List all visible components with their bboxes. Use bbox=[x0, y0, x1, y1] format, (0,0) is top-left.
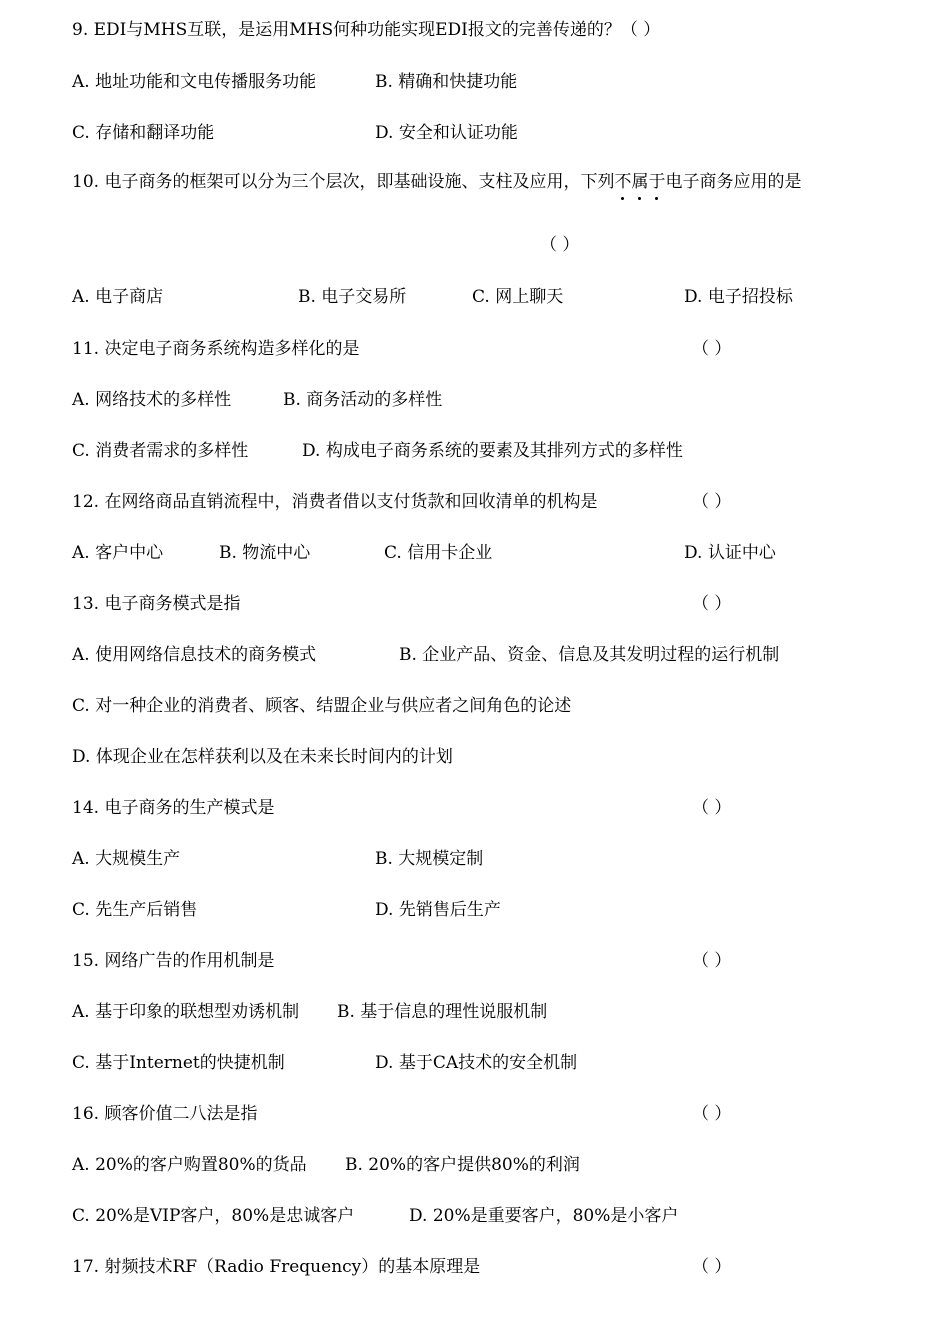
stem-part: 电子商务应用的是 bbox=[665, 172, 802, 192]
option-b: B. 基于信息的理性说服机制 bbox=[337, 1002, 548, 1022]
answer-paren: （ ） bbox=[692, 951, 732, 971]
option-a: A. 网络技术的多样性 bbox=[72, 390, 232, 410]
question-stem: 13. 电子商务模式是指 bbox=[72, 594, 241, 614]
option-c: C. 消费者需求的多样性 bbox=[72, 441, 249, 461]
option-b: B. 20%的客户提供80%的利润 bbox=[345, 1155, 580, 1175]
stem-part: 10. 电子商务的框架可以分为三个层次，即基础设施、支柱及应用，下列 bbox=[72, 172, 615, 192]
answer-paren: （ ） bbox=[692, 1104, 732, 1124]
option-b: B. 商务活动的多样性 bbox=[283, 390, 443, 410]
option-b: B. 大规模定制 bbox=[375, 849, 484, 869]
option-a: A. 地址功能和文电传播服务功能 bbox=[72, 72, 317, 92]
option-a: A. 基于印象的联想型劝诱机制 bbox=[72, 1002, 300, 1022]
option-b: B. 精确和快捷功能 bbox=[375, 72, 518, 92]
option-c: C. 基于Internet的快捷机制 bbox=[72, 1053, 285, 1073]
question-stem: 16. 顾客价值二八法是指 bbox=[72, 1104, 258, 1124]
emphasis-char: 属 bbox=[631, 172, 649, 192]
option-d: D. 构成电子商务系统的要素及其排列方式的多样性 bbox=[302, 441, 683, 461]
option-d: D. 先销售后生产 bbox=[375, 900, 501, 920]
option-d: D. 体现企业在怎样获利以及在未来长时间内的计划 bbox=[72, 747, 453, 767]
question-stem: 15. 网络广告的作用机制是 bbox=[72, 951, 275, 971]
question-stem: 12. 在网络商品直销流程中，消费者借以支付货款和回收清单的机构是 bbox=[72, 492, 598, 512]
answer-paren: （ ） bbox=[692, 594, 732, 614]
option-d: D. 电子招投标 bbox=[684, 287, 793, 307]
option-a: A. 客户中心 bbox=[72, 543, 164, 563]
answer-paren: （ ） bbox=[692, 1257, 732, 1277]
answer-paren: （ ） bbox=[692, 798, 732, 818]
option-d: D. 基于CA技术的安全机制 bbox=[375, 1053, 578, 1073]
option-c: C. 信用卡企业 bbox=[384, 543, 493, 563]
answer-paren: （ ） bbox=[692, 492, 732, 512]
option-c: C. 20%是VIP客户，80%是忠诚客户 bbox=[72, 1206, 355, 1226]
option-d: D. 认证中心 bbox=[684, 543, 776, 563]
emphasized-not-belong bbox=[614, 172, 665, 192]
option-d: D. 20%是重要客户，80%是小客户 bbox=[409, 1206, 679, 1226]
option-a: A. 电子商店 bbox=[72, 287, 164, 307]
question-stem: 14. 电子商务的生产模式是 bbox=[72, 798, 275, 818]
question-stem bbox=[72, 170, 801, 194]
option-d: D. 安全和认证功能 bbox=[375, 123, 518, 143]
option-b: B. 企业产品、资金、信息及其发明过程的运行机制 bbox=[399, 645, 780, 665]
question-stem: 9. EDI与MHS互联，是运用MHS何种功能实现EDI报文的完善传递的？（ ） bbox=[72, 20, 661, 40]
option-a: A. 20%的客户购置80%的货品 bbox=[72, 1155, 307, 1175]
option-c: C. 对一种企业的消费者、顾客、结盟企业与供应者之间角色的论述 bbox=[72, 696, 572, 716]
emphasis-char: 不 bbox=[614, 172, 632, 192]
answer-paren: （ ） bbox=[692, 339, 732, 359]
option-c: C. 先生产后销售 bbox=[72, 900, 198, 920]
question-stem: 11. 决定电子商务系统构造多样化的是 bbox=[72, 339, 360, 359]
answer-paren: （ ） bbox=[540, 235, 580, 255]
option-c: C. 网上聊天 bbox=[472, 287, 564, 307]
option-a: A. 使用网络信息技术的商务模式 bbox=[72, 645, 317, 665]
emphasis-char: 于 bbox=[648, 172, 666, 192]
option-b: B. 物流中心 bbox=[219, 543, 311, 563]
option-c: C. 存储和翻译功能 bbox=[72, 123, 215, 143]
question-stem: 17. 射频技术RF（Radio Frequency）的基本原理是 bbox=[72, 1257, 481, 1277]
option-a: A. 大规模生产 bbox=[72, 849, 181, 869]
option-b: B. 电子交易所 bbox=[298, 287, 407, 307]
